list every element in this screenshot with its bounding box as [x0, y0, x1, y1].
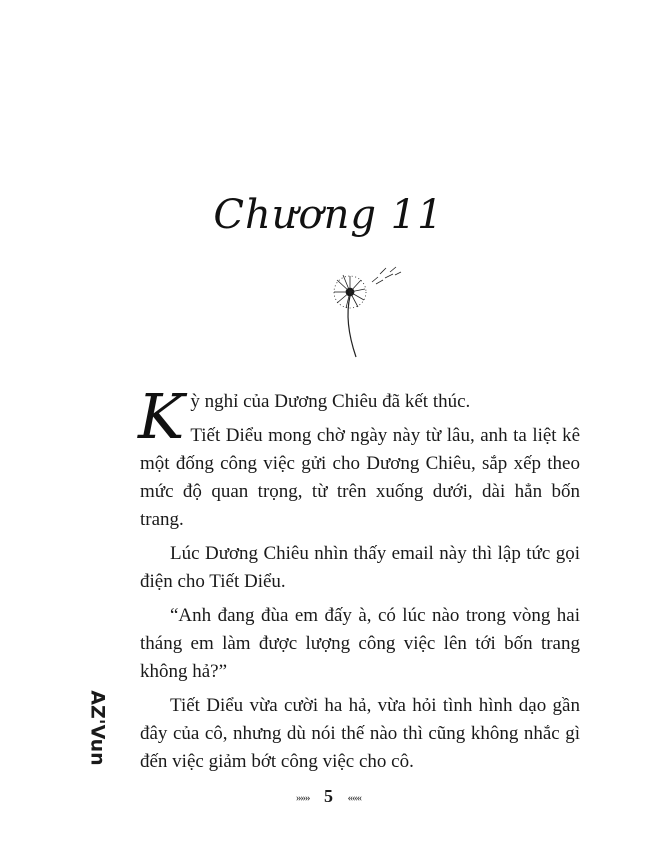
paragraph-2: Tiết Diểu mong chờ ngày này từ lâu, anh ta liệt kê một đống công việc gửi cho Dương Chiêu, sắp xếp theo mức độ quan trọng, từ trên xuống dưới, dài hẳn bốn trang.	[140, 425, 580, 530]
paragraph-5: Tiết Diểu vừa cười ha hả, vừa hỏi tình hình dạo gần đây của cô, nhưng dù nói thế nào thì cũng không nhắc gì đến việc giảm bớt công việc cho cô.	[140, 695, 580, 772]
paragraph-3: Lúc Dương Chiêu nhìn thấy email này thì lập tức gọi điện cho Tiết Diểu.	[140, 543, 580, 592]
page-footer	[0, 786, 657, 807]
ornament-left-icon: »»»	[296, 791, 310, 804]
dandelion-icon	[328, 262, 418, 362]
paragraph-1	[138, 380, 580, 453]
body-text	[138, 380, 580, 782]
publisher-logo	[84, 690, 112, 766]
publisher-logo-text: AZ'Vun	[87, 690, 110, 766]
chapter-title: Chương 11	[213, 192, 444, 238]
dropcap: K	[138, 380, 185, 453]
ornament-right-icon: «««	[347, 791, 361, 804]
paragraph-4: “Anh đang đùa em đấy à, có lúc nào trong vòng hai tháng em làm được lượng công việc lên tới bốn trang không hả?”	[140, 605, 580, 682]
page-number: 5	[324, 786, 333, 806]
paragraph-1-text: ỳ nghỉ của Dương Chiêu đã kết thúc.	[190, 391, 471, 412]
